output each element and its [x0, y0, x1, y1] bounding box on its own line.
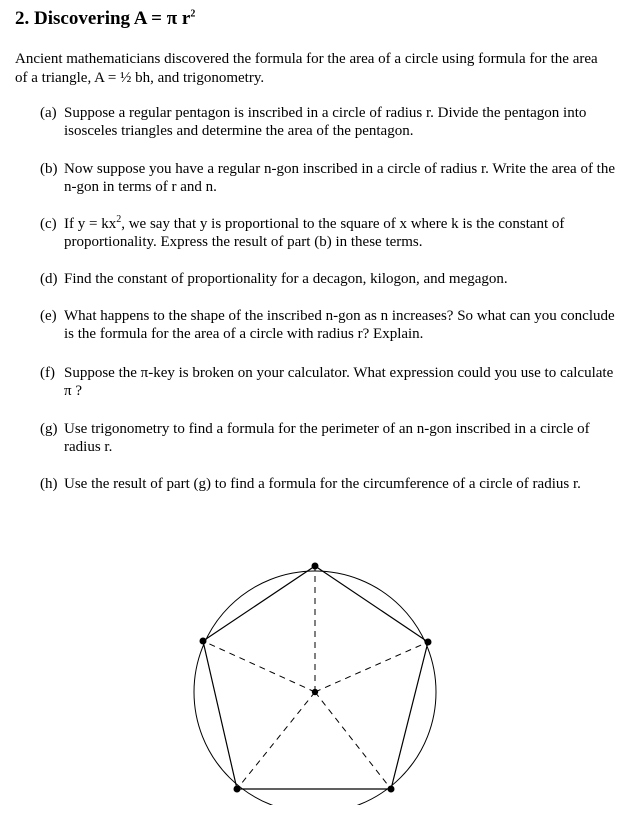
part-b [40, 160, 624, 196]
part-g-text: Use trigonometry to find a formula for the perimeter of an n-gon inscribed in a circle of radius r. [64, 421, 590, 455]
part-c-exponent: 2 [116, 214, 122, 225]
part-a-text: Suppose a regular pentagon is inscribed in a circle of radius r. Divide the pentagon into isosceles triangles and determine the area of the pentagon. [64, 105, 587, 139]
part-d [40, 270, 624, 288]
part-b-label: (b) [40, 161, 58, 177]
inscribed-pentagon-diagram [190, 555, 450, 805]
part-d-text: Find the constant of proportionality for a decagon, kilogon, and megagon. [64, 271, 508, 287]
center-point [312, 689, 318, 695]
section-title-text: 2. Discovering A = π r [15, 8, 191, 29]
vertex-point [234, 786, 241, 793]
part-a-label: (a) [40, 105, 57, 121]
radius-line [315, 692, 391, 789]
part-d-label: (d) [40, 271, 58, 287]
part-e-label: (e) [40, 308, 57, 324]
vertex-point [200, 638, 207, 645]
vertex-point [388, 786, 395, 793]
part-e-text: What happens to the shape of the inscribed n-gon as n increases? So what can you conclude is the formula for the area of a circle with radius r? Explain. [64, 308, 615, 342]
part-a [40, 104, 624, 140]
radius-line [315, 642, 428, 692]
part-c-text-pre: If y = kx [64, 216, 117, 232]
part-h-label: (h) [40, 476, 58, 492]
part-h-text: Use the result of part (g) to find a formula for the circumference of a circle of radius r. [64, 476, 581, 492]
part-f-text: Suppose the π-key is broken on your calculator. What expression could you use to calculate π ? [64, 365, 614, 399]
part-c [40, 215, 624, 251]
part-f-label: (f) [40, 365, 55, 381]
vertex-point [312, 563, 319, 570]
part-g-label: (g) [40, 421, 58, 437]
radius-line [237, 692, 315, 789]
part-e [40, 307, 624, 343]
part-f [40, 364, 624, 400]
part-b-text: Now suppose you have a regular n-gon inscribed in a circle of radius r. Write the area of the n-gon in terms of r and n. [64, 161, 616, 195]
part-c-text-post: , we say that y is proportional to the square of x where k is the constant of proportionality. Express the result of part (b) in these terms. [64, 216, 565, 250]
radius-line [203, 641, 315, 692]
intro-paragraph: Ancient mathematicians discovered the formula for the area of a circle using formula for the area of a triangle, A = ½ bh, and trigonometry. [15, 51, 598, 86]
part-g [40, 420, 624, 456]
vertex-point [425, 639, 432, 646]
part-h [40, 475, 624, 493]
section-title [15, 8, 195, 30]
part-c-label: (c) [40, 216, 57, 232]
section-title-exponent: 2 [190, 8, 196, 20]
